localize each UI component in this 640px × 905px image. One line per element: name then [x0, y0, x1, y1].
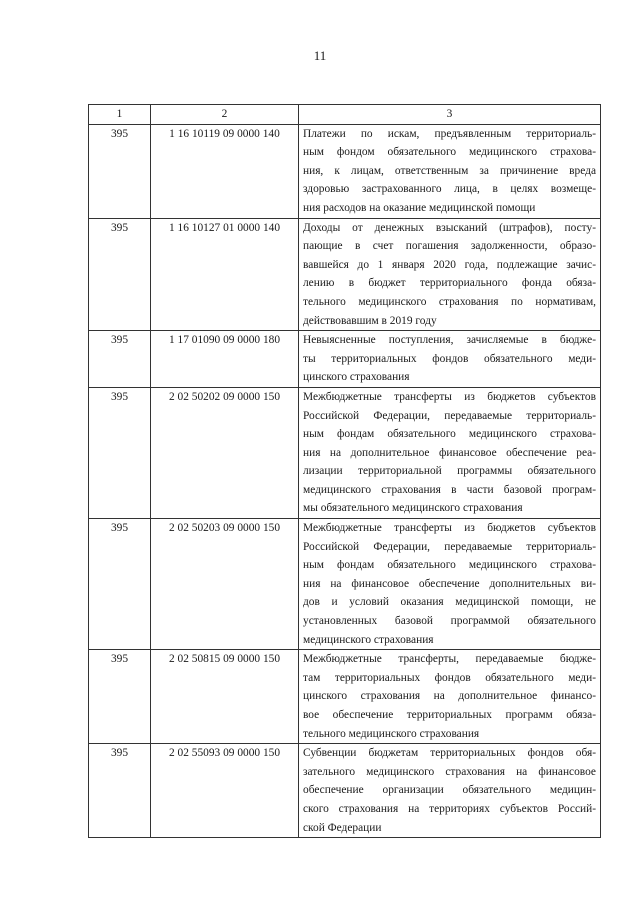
description-line: тельного медицинского страхования: [303, 727, 480, 740]
budget-classification-code-cell: 2 02 55093 09 0000 150: [151, 744, 299, 838]
description-line: там территориальных фондов обязательного меди-: [303, 671, 596, 684]
description-line: ской Федерации: [303, 821, 382, 834]
table-row: [89, 331, 601, 388]
table-body: [89, 124, 601, 894]
table-row: [89, 218, 601, 331]
page-bottom-margin: [0, 838, 640, 905]
description-line: медицинского страхования в части базовой програм-: [303, 483, 596, 496]
description-line: действовавшим в 2019 году: [303, 314, 437, 327]
description-line: Субвенции бюджетам территориальных фондов обя-: [303, 747, 596, 760]
description-line: тельного медицинского страхования по нормативам,: [303, 295, 596, 308]
table-row: [89, 519, 601, 650]
description-line: Платежи по искам, предъявленным территориаль-: [303, 127, 596, 140]
budget-classification-code-cell: 2 02 50203 09 0000 150: [151, 519, 299, 650]
description-line: вое обеспечение территориальных программ обяза-: [303, 709, 596, 721]
description-line: ния на финансовое обеспечение дополнительных ви-: [303, 577, 596, 590]
admin-code-cell: 395: [89, 744, 151, 838]
admin-code-cell: 395: [89, 650, 151, 744]
table-row: [89, 124, 601, 218]
description-line: ского страхования на территориях субъектов Россий-: [303, 802, 596, 815]
revenue-description-cell: [299, 650, 601, 744]
header-col-2: 2: [151, 105, 299, 125]
admin-code-cell: 395: [89, 124, 151, 218]
description-line: пающие в счет погашения задолженности, образо-: [303, 240, 596, 253]
header-col-1: 1: [89, 105, 151, 125]
description-line: ты территориальных фондов обязательного меди-: [303, 352, 596, 365]
description-line: ния, к лицам, ответственным за причинение вреда: [303, 164, 596, 177]
revenue-description-cell: [299, 744, 601, 838]
revenue-description-cell: [299, 124, 601, 218]
table-header-row: [89, 105, 601, 125]
revenue-description-cell: [299, 218, 601, 331]
description-line: установленных базовой программой обязательного: [303, 615, 596, 628]
description-line: ным фондам обязательного медицинского страхова-: [303, 559, 596, 572]
header-col-3: 3: [299, 105, 601, 125]
revenue-description-cell: [299, 519, 601, 650]
description-line: Межбюджетные трансферты из бюджетов субъектов: [303, 390, 596, 403]
admin-code-cell: 395: [89, 387, 151, 518]
table-row: [89, 387, 601, 518]
table-row: [89, 744, 601, 838]
description-line: ным фондом обязательного медицинского страхова-: [303, 146, 596, 159]
admin-code-cell: 395: [89, 218, 151, 331]
description-line: ния расходов на оказание медицинской помощи: [303, 201, 536, 214]
budget-classification-code-cell: 1 17 01090 09 0000 180: [151, 331, 299, 388]
budget-classification-code-cell: 1 16 10119 09 0000 140: [151, 124, 299, 218]
admin-code-cell: 395: [89, 331, 151, 388]
description-line: ным фондам обязательного медицинского страхова-: [303, 428, 596, 441]
description-line: Межбюджетные трансферты, передаваемые бюдже-: [303, 653, 596, 666]
description-line: вавшейся до 1 января 2020 года, подлежащие зачис-: [303, 258, 596, 271]
budget-classification-code-cell: 2 02 50202 09 0000 150: [151, 387, 299, 518]
revenue-description-cell: [299, 331, 601, 388]
description-line: мы обязательного медицинского страхования: [303, 502, 523, 515]
description-line: ния на дополнительное финансовое обеспечение реа-: [303, 446, 596, 459]
description-line: цинского страхования: [303, 371, 410, 384]
description-line: лению в бюджет территориального фонда обяза-: [303, 277, 596, 290]
description-line: Межбюджетные трансферты из бюджетов субъектов: [303, 522, 596, 535]
budget-codes-table: [88, 104, 601, 895]
description-line: Российской Федерации, передаваемые территориаль-: [303, 409, 596, 422]
description-line: обеспечение организации обязательного медицин-: [303, 784, 596, 797]
description-line: здоровью застрахованного лица, в целях возмеще-: [303, 183, 596, 196]
page-number: 11: [313, 48, 327, 63]
description-line: цинского страхования на дополнительное финансо-: [303, 690, 596, 703]
admin-code-cell: 395: [89, 519, 151, 650]
description-line: лизации территориальной программы обязательного: [303, 465, 596, 478]
description-line: Невыясненные поступления, зачисляемые в бюдже-: [303, 334, 596, 347]
revenue-description-cell: [299, 387, 601, 518]
description-line: зательного медицинского страхования на финансовое: [303, 765, 596, 778]
description-line: дов и условий оказания медицинской помощи, не: [303, 596, 596, 609]
description-line: медицинского страхования: [303, 633, 434, 646]
table-row: [89, 650, 601, 744]
budget-classification-code-cell: 1 16 10127 01 0000 140: [151, 218, 299, 331]
description-line: Доходы от денежных взысканий (штрафов), посту-: [303, 221, 596, 234]
description-line: Российской Федерации, передаваемые территориаль-: [303, 540, 596, 553]
budget-classification-code-cell: 2 02 50815 09 0000 150: [151, 650, 299, 744]
